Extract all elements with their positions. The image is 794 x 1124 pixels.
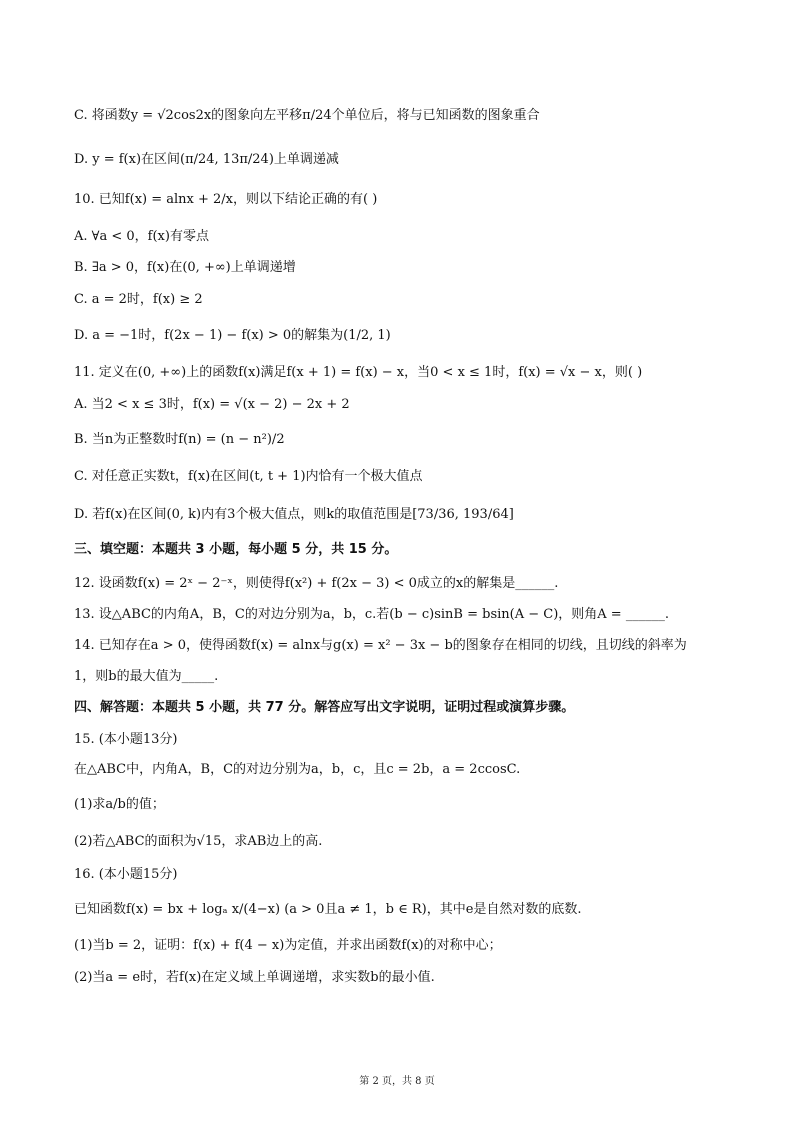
q15-part1: (1)求a/b的值；: [74, 797, 165, 812]
q11-stem: 11. 定义在(0, +∞)上的函数f(x)满足f(x + 1) = f(x) − x，当0 < x ≤ 1时，f(x) = √x − x，则( ): [74, 365, 643, 380]
q9-option-c: C. 将函数y = √2cos2x的图象向左平移π/24个单位后，将与已知函数的图象重合: [74, 108, 540, 123]
q10-option-b: B. ∃a > 0，f(x)在(0, +∞)上单调递增: [74, 260, 296, 275]
q16-header: 16. (本小题15分): [74, 867, 178, 882]
q10-option-c: C. a = 2时，f(x) ≥ 2: [74, 292, 203, 307]
q16-part1: (1)当b = 2，证明：f(x) + f(4 − x)为定值，并求出函数f(x)的对称中心；: [74, 938, 502, 953]
q14-line1: 14. 已知存在a > 0，使得函数f(x) = alnx与g(x) = x² − 3x − b的图象存在相同的切线，且切线的斜率为: [74, 638, 687, 653]
q10-option-a: A. ∀a < 0，f(x)有零点: [74, 229, 209, 244]
q15-header: 15. (本小题13分): [74, 732, 178, 747]
q11-option-a: A. 当2 < x ≤ 3时，f(x) = √(x − 2) − 2x + 2: [74, 397, 350, 412]
section-fill-in-heading: 三、填空题：本题共 3 小题，每小题 5 分，共 15 分。: [74, 542, 398, 557]
q16-stem: 已知函数f(x) = bx + logₐ x/(4−x) (a > 0且a ≠ 1，b ∈ R)，其中e是自然对数的底数.: [74, 902, 582, 917]
q11-option-b: B. 当n为正整数时f(n) = (n − n²)/2: [74, 432, 285, 447]
q10-stem: 10. 已知f(x) = alnx + 2/x，则以下结论正确的有( ): [74, 192, 378, 207]
q13: 13. 设△ABC的内角A，B，C的对边分别为a，b，c.若(b − c)sinB = bsin(A − C)，则角A = ______.: [74, 607, 669, 622]
q15-stem: 在△ABC中，内角A，B，C的对边分别为a，b，c，且c = 2b，a = 2ccosC.: [74, 762, 521, 777]
q14-line2: 1，则b的最大值为_____.: [74, 669, 219, 684]
q12: 12. 设函数f(x) = 2ˣ − 2⁻ˣ，则使得f(x²) + f(2x − 3) < 0成立的x的解集是______.: [74, 576, 559, 591]
q9-option-d: D. y = f(x)在区间(π/24, 13π/24)上单调递减: [74, 152, 339, 167]
q11-option-d: D. 若f(x)在区间(0, k)内有3个极大值点，则k的取值范围是[73/36, 193/64]: [74, 507, 514, 522]
section-answer-heading: 四、解答题：本题共 5 小题，共 77 分。解答应写出文字说明，证明过程或演算步骤。: [74, 700, 575, 715]
q15-part2: (2)若△ABC的面积为√15，求AB边上的高.: [74, 834, 323, 849]
q16-part2: (2)当a = e时，若f(x)在定义域上单调递增，求实数b的最小值.: [74, 970, 435, 985]
page-footer: 第 2 页，共 8 页: [359, 1076, 435, 1087]
q11-option-c: C. 对任意正实数t，f(x)在区间(t, t + 1)内恰有一个极大值点: [74, 469, 423, 484]
q10-option-d: D. a = −1时，f(2x − 1) − f(x) > 0的解集为(1/2, 1): [74, 328, 391, 343]
